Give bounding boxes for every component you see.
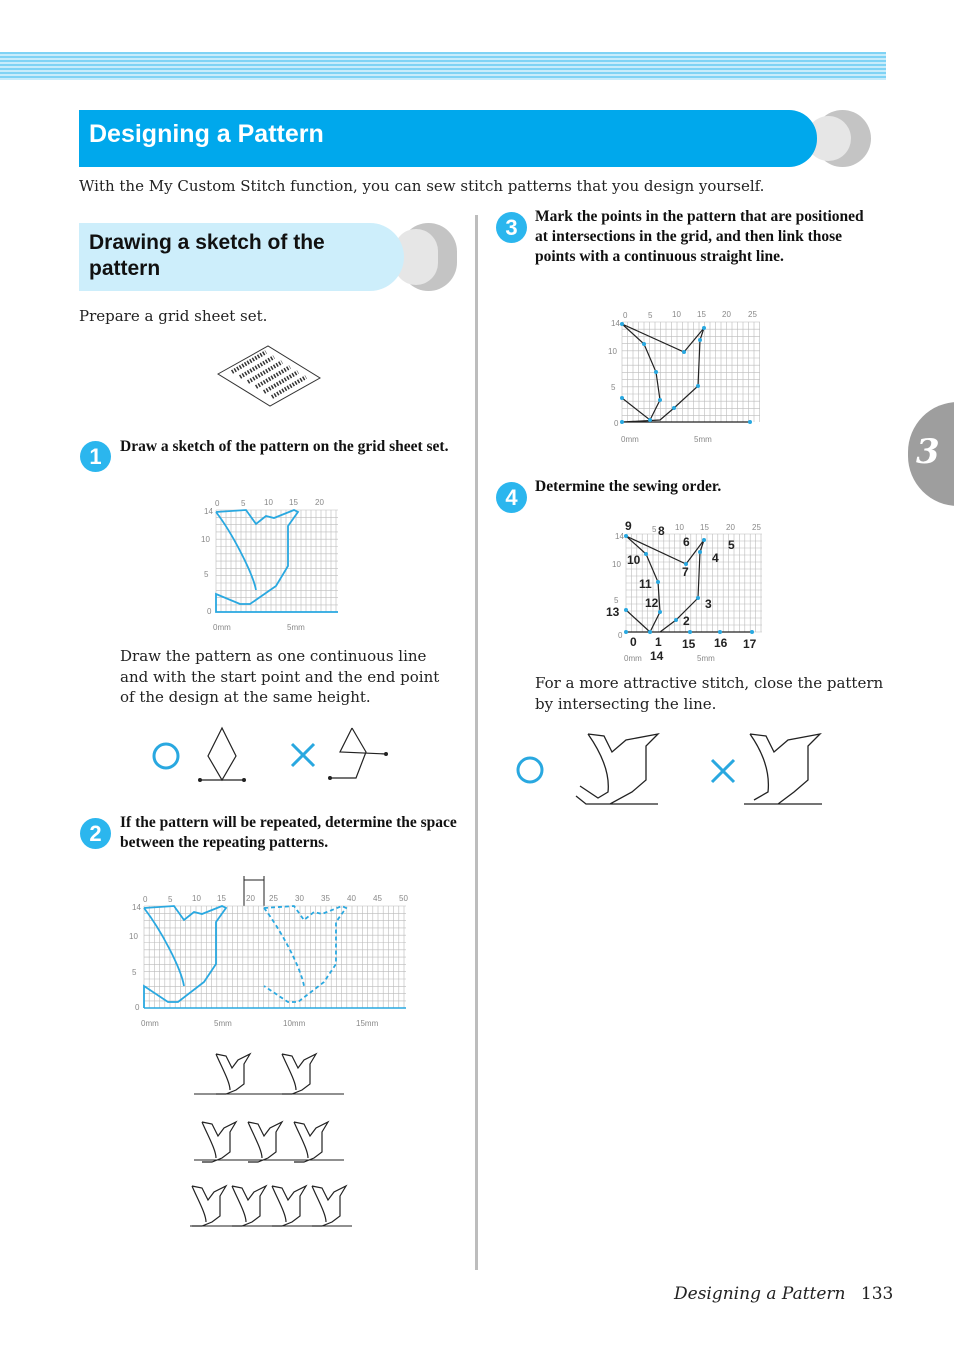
tick-label: 40 [347,894,356,903]
order-label: 8 [658,524,665,538]
tick-label: 10 [675,523,684,532]
tick-label: 5 [614,596,619,605]
order-label: 13 [606,605,620,619]
grid-lines [216,510,338,612]
tick-label: 0 [143,895,148,904]
tick-label: 5 [204,570,209,579]
step-1-number: 1 [80,441,111,472]
tick-label: 15 [217,894,226,903]
tick-label: 5mm [697,654,715,663]
tick-label: 0mm [621,435,639,444]
close-pattern-example [508,726,838,810]
tick-label: 10 [608,347,617,356]
tick-label: 0 [618,631,623,640]
tick-label: 10 [612,560,621,569]
step-4-number: 4 [496,482,527,513]
tick-label: 5 [168,895,173,904]
order-label: 16 [714,636,728,650]
tick-label: 14 [132,903,141,912]
tick-label: 5 [132,968,137,977]
order-label: 4 [712,551,719,565]
order-label: 11 [639,577,652,591]
tick-label: 0 [614,419,619,428]
grid-sketch-1 [198,494,344,634]
tick-label: 50 [399,894,408,903]
correct-icon [154,744,178,768]
step-1-note: Draw the pattern as one continuous line and with the start point and the end point of the design at the same height. [120,647,440,706]
page-number: 133 [860,1284,894,1304]
tick-label: 14 [204,507,213,516]
order-label: 15 [682,637,696,651]
page-footer [674,1284,893,1304]
order-label: 12 [645,596,659,610]
diamond-example [146,722,396,788]
section-title: Drawing a sketch of the pattern [89,231,325,280]
grid-sheet-icon [216,344,322,408]
tick-label: 5mm [694,435,712,444]
tick-label: 10 [201,535,210,544]
tick-label: 25 [269,894,278,903]
tick-label: 20 [722,310,731,319]
tick-label: 10mm [283,1019,306,1028]
chapter-number: 3 [916,432,940,472]
step-3-text: Mark the points in the pattern that are positioned at intersections in the grid, and then link those points with a continuous straight line. [535,208,864,265]
tick-label: 14 [611,319,620,328]
tick-label: 0mm [624,654,642,663]
order-label: 17 [743,637,757,651]
step-3-number: 3 [496,212,527,243]
tick-label: 20 [246,894,255,903]
tick-label: 20 [726,523,735,532]
grid-sewing-order [600,512,770,666]
order-label: 5 [728,538,735,552]
step-4-text: Determine the sewing order. [535,478,722,495]
tick-label: 15 [289,498,298,507]
grid-repeat [126,868,416,1030]
order-label: 7 [682,565,689,579]
order-label: 6 [683,535,690,549]
page-title: Designing a Pattern [89,120,324,148]
order-label: 10 [627,553,641,567]
tick-label: 10 [192,894,201,903]
tick-label: 15 [700,523,709,532]
step-2-text: If the pattern will be repeated, determine the space between the repeating patterns. [120,814,457,851]
column-divider [475,215,478,1270]
tick-label: 0mm [141,1019,159,1028]
tick-label: 10 [264,498,273,507]
tick-label: 45 [373,894,382,903]
tick-label: 5 [648,311,653,320]
footer-label: Designing a Pattern [674,1284,846,1304]
tick-label: 25 [752,523,761,532]
tick-label: 5 [652,525,657,534]
tick-label: 5 [611,383,616,392]
prepare-text: Prepare a grid sheet set. [79,307,268,325]
header-stripe-band [0,52,886,80]
grid-lines [622,322,760,422]
tick-label: 5mm [287,623,305,632]
order-label: 0 [630,635,637,649]
tick-label: 35 [321,894,330,903]
tick-label: 25 [748,310,757,319]
step-1-text: Draw a sketch of the pattern on the grid sheet set. [120,438,449,455]
correct-icon [518,758,542,782]
intro-text: With the My Custom Stitch function, you can sew stitch patterns that you design yourself. [79,177,765,195]
tick-label: 5 [241,499,246,508]
grid-points [604,304,764,446]
repeat-stitch-examples [186,1050,356,1230]
step-4-note: For a more attractive stitch, close the pattern by intersecting the line. [535,674,884,713]
tick-label: 5mm [214,1019,232,1028]
order-label: 2 [683,614,690,628]
tick-label: 0 [215,499,220,508]
order-label: 14 [650,649,664,663]
tick-label: 10 [672,310,681,319]
tick-label: 0mm [213,623,231,632]
tick-label: 10 [129,932,138,941]
tick-label: 0 [623,311,628,320]
tick-label: 15 [697,310,706,319]
tick-label: 20 [315,498,324,507]
tick-label: 30 [295,894,304,903]
tick-label: 0 [207,607,212,616]
order-label: 9 [625,519,632,533]
tick-label: 0 [135,1003,140,1012]
order-label: 1 [655,635,662,649]
tick-label: 14 [615,532,624,541]
order-label: 3 [705,597,712,611]
tick-label: 15mm [356,1019,379,1028]
step-2-number: 2 [80,818,111,849]
